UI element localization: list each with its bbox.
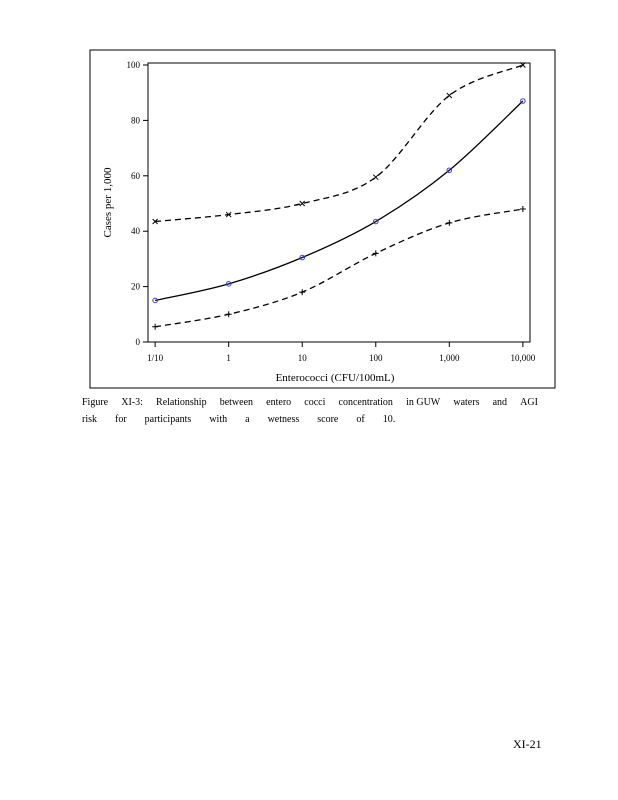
series-2-point: [520, 206, 526, 212]
y-tick-label: 20: [131, 281, 140, 292]
figure-frame: [90, 50, 555, 388]
plot-area: [102, 60, 536, 384]
series-2-point: [446, 220, 452, 226]
series-2-line: [155, 209, 523, 327]
caption-line2-word: a: [245, 414, 250, 425]
caption-line1-word: and: [492, 397, 508, 408]
caption-line2-word: score: [317, 414, 339, 425]
plot-border: [148, 63, 530, 342]
caption-line1-word: Relationship: [156, 397, 207, 408]
x-tick-label: 1: [226, 353, 231, 363]
caption-line2-word: 10.: [382, 414, 396, 425]
caption-line1-word: waters: [453, 397, 480, 408]
y-tick-label: 0: [135, 337, 140, 347]
caption-line1-word: entero: [266, 397, 292, 408]
caption-line2-word: risk: [82, 414, 97, 425]
caption-line1-word: cocci: [304, 397, 326, 408]
caption-line2-word: of: [356, 414, 365, 425]
series-1-line: [155, 65, 523, 222]
x-tick-label: 1,000: [439, 353, 460, 363]
figure-caption: [82, 394, 538, 428]
series-2-point: [373, 250, 379, 256]
y-tick-label: 40: [131, 226, 140, 237]
x-tick-label: 1/10: [147, 353, 164, 363]
series-1-point: [447, 93, 452, 98]
caption-line1-word: between: [219, 397, 254, 408]
caption-line1-word: concentration: [338, 397, 393, 408]
x-tick-label: 10: [297, 353, 307, 363]
y-axis-label: Cases per 1,000: [102, 167, 114, 238]
series-2-point: [226, 311, 232, 317]
series-2-point: [152, 324, 158, 330]
y-tick-label: 100: [126, 60, 140, 70]
series-1-point: [373, 175, 378, 180]
x-axis-label: Enterococci (CFU/100mL): [275, 372, 395, 384]
caption-line1-word: XI-3:: [121, 397, 143, 408]
y-tick-label: 60: [131, 170, 140, 181]
x-tick-label: 100: [369, 353, 383, 363]
series-2-point: [299, 289, 305, 295]
page-number: XI-21: [513, 737, 542, 751]
caption-line-1: [82, 394, 538, 411]
caption-line1-word: Figure: [82, 397, 109, 408]
series-0-line: [155, 101, 523, 300]
caption-line2-word: participants: [144, 414, 192, 425]
caption-line1-word: AGI: [520, 397, 538, 408]
caption-line1-word: in GUW: [406, 397, 441, 408]
caption-line2-word: for: [115, 414, 127, 425]
y-tick-label: 80: [131, 115, 140, 126]
x-tick-label: 10,000: [510, 353, 536, 363]
caption-line-2: [82, 411, 538, 428]
caption-line2-word: with: [209, 414, 228, 425]
caption-line2-word: wetness: [267, 414, 300, 425]
